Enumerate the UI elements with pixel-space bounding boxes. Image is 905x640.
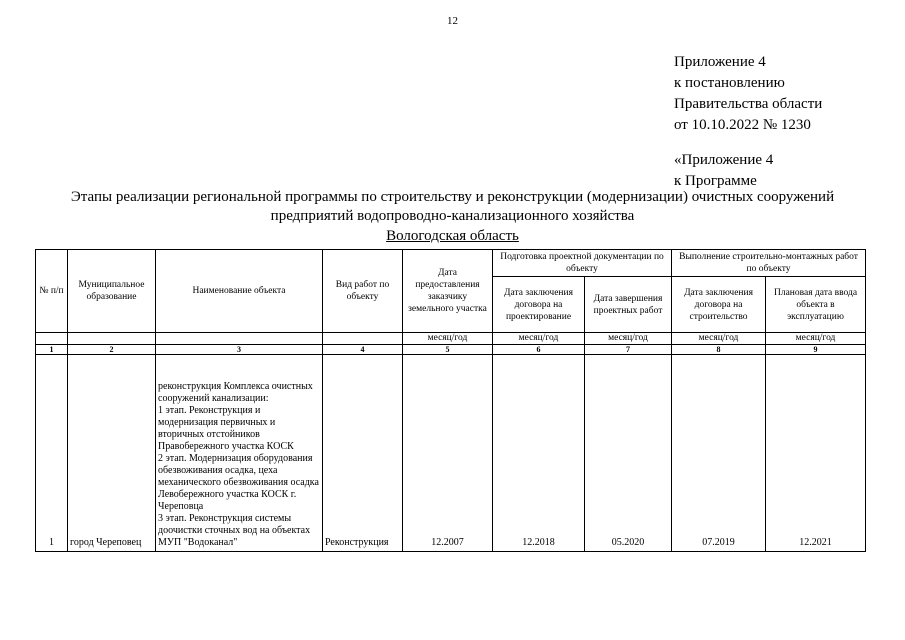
- document-title: [0, 188, 905, 226]
- cell-construction-contract: 07.2019: [672, 355, 766, 552]
- object-line: Левобережного участка КОСК г.: [158, 489, 297, 500]
- header-commissioning: Плановая дата ввода объекта в эксплуатацию: [766, 277, 866, 333]
- object-line: 3 этап. Реконструкция системы: [158, 513, 292, 524]
- appendix-line: от 10.10.2022 № 1230: [674, 117, 811, 133]
- unit-cell: [156, 333, 323, 345]
- title-line: предприятий водопроводно-канализационного хозяйства: [270, 208, 635, 224]
- object-line: 2 этап. Модернизация оборудования: [158, 453, 313, 464]
- object-line: Правобережного участка КОСК: [158, 441, 294, 452]
- column-index: 6: [493, 345, 585, 355]
- header-num: № п/п: [36, 250, 68, 333]
- column-index: 9: [766, 345, 866, 355]
- header-design-group: Подготовка проектной документации по объекту: [493, 250, 672, 277]
- column-index: 5: [403, 345, 493, 355]
- region-heading: Вологодская область: [386, 228, 519, 244]
- object-line: механического обезвоживания осадка: [158, 477, 319, 488]
- header-work-type: Вид работ по объекту: [323, 250, 403, 333]
- cell-object-name: [156, 355, 323, 552]
- table-row: [36, 355, 866, 552]
- column-index: 7: [585, 345, 672, 355]
- appendix-line: Правительства области: [674, 96, 823, 112]
- object-line: доочистки сточных вод на объектах: [158, 525, 311, 536]
- object-line: обезвоживания осадка, цеха: [158, 465, 278, 476]
- appendix-line: Приложение 4: [674, 54, 766, 70]
- header-construction-group: Выполнение строительно-монтажных работ по объекту: [672, 250, 866, 277]
- unit-cell: месяц/год: [672, 333, 766, 345]
- unit-cell: месяц/год: [766, 333, 866, 345]
- appendix-line: «Приложение 4: [674, 152, 774, 168]
- unit-cell: месяц/год: [585, 333, 672, 345]
- column-index: 1: [36, 345, 68, 355]
- object-line: вторичных отстойников: [158, 429, 260, 440]
- column-index: 3: [156, 345, 323, 355]
- cell-design-contract: 12.2018: [493, 355, 585, 552]
- spacer: [674, 136, 822, 150]
- object-line: реконструкция Комплекса очистных: [158, 381, 313, 392]
- unit-cell: [68, 333, 156, 345]
- title-line: Этапы реализации региональной программы по строительству и реконструкции (модернизации) очистных сооружений: [70, 189, 835, 205]
- unit-cell: месяц/год: [403, 333, 493, 345]
- header-construction-contract: Дата заключения договора на строительство: [672, 277, 766, 333]
- stages-table: [35, 249, 866, 552]
- header-land-date: Дата предоставления заказчику земельного участка: [403, 250, 493, 333]
- cell-municipality: город Череповец: [68, 355, 156, 552]
- object-line: МУП "Водоканал": [158, 537, 238, 548]
- column-index: 4: [323, 345, 403, 355]
- object-line: сооружений канализации:: [158, 393, 269, 404]
- column-index: 2: [68, 345, 156, 355]
- appendix-line: к Программе: [674, 173, 757, 189]
- header-municipality: Муниципальное образование: [68, 250, 156, 333]
- page-number: 12: [447, 15, 458, 27]
- object-line: модернизация первичных и: [158, 417, 276, 428]
- cell-land-date: 12.2007: [403, 355, 493, 552]
- header-design-end: Дата завершения проектных работ: [585, 277, 672, 333]
- header-object-name: Наименование объекта: [156, 250, 323, 333]
- object-line: 1 этап. Реконструкция и: [158, 405, 261, 416]
- cell-commissioning: 12.2021: [766, 355, 866, 552]
- unit-cell: [36, 333, 68, 345]
- unit-cell: месяц/год: [493, 333, 585, 345]
- unit-cell: [323, 333, 403, 345]
- appendix-line: к постановлению: [674, 75, 785, 91]
- column-index: 8: [672, 345, 766, 355]
- header-design-contract: Дата заключения договора на проектирование: [493, 277, 585, 333]
- appendix-block: [674, 52, 822, 192]
- cell-work-type: Реконструкция: [323, 355, 403, 552]
- cell-design-end: 05.2020: [585, 355, 672, 552]
- cell-num: 1: [36, 355, 68, 552]
- object-line: Череповца: [158, 501, 204, 512]
